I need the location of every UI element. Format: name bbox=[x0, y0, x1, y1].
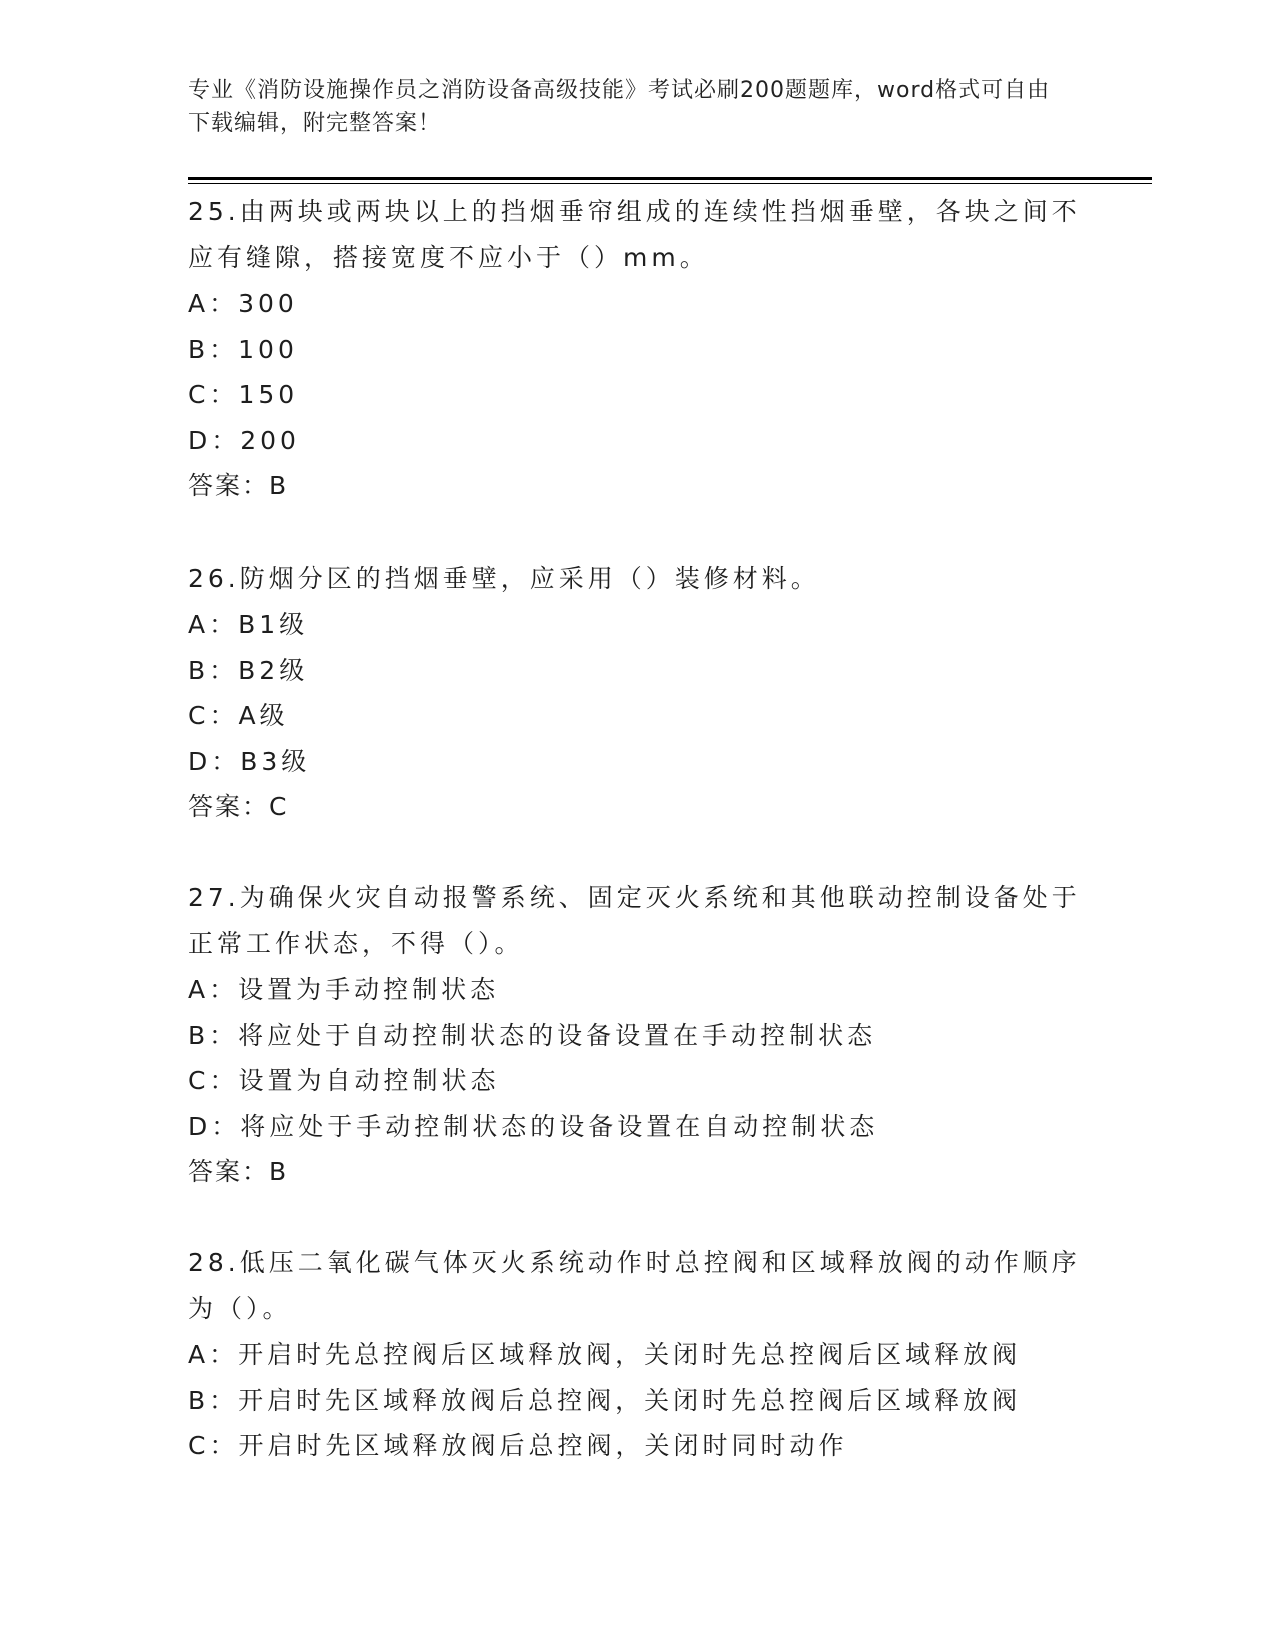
header-divider-thick bbox=[188, 177, 1152, 180]
option-b: B：100 bbox=[188, 334, 298, 364]
header-divider-thin bbox=[188, 183, 1152, 184]
option-d: D：B3级 bbox=[188, 746, 311, 776]
question-27 bbox=[188, 875, 1088, 1195]
option-a: A：设置为手动控制状态 bbox=[188, 975, 500, 1004]
option-b: B：将应处于自动控制状态的设备设置在手动控制状态 bbox=[188, 1020, 877, 1050]
option-c: C：开启时先区域释放阀后总控阀，关闭时同时动作 bbox=[188, 1431, 848, 1460]
question-28 bbox=[188, 1240, 1088, 1469]
header-text: 专业《消防设施操作员之消防设备高级技能》考试必刷200题题库，word格式可自由下载编辑，附完整答案！ bbox=[188, 78, 1051, 136]
answer-line: 答案：C bbox=[188, 792, 289, 821]
option-c: C：A级 bbox=[188, 701, 289, 730]
option-d: D：200 bbox=[188, 425, 300, 455]
question-stem: 25.由两块或两块以上的挡烟垂帘组成的连续性挡烟垂壁，各块之间不应有缝隙，搭接宽度不应小于（）mm。 bbox=[188, 197, 1081, 272]
answer-line: 答案：B bbox=[188, 471, 289, 500]
option-b: B：B2级 bbox=[188, 655, 309, 685]
question-stem: 26.防烟分区的挡烟垂壁，应采用（）装修材料。 bbox=[188, 564, 820, 593]
option-a: A：开启时先总控阀后区域释放阀，关闭时先总控阀后区域释放阀 bbox=[188, 1340, 1022, 1369]
document-header bbox=[188, 74, 1068, 140]
question-stem: 28.低压二氧化碳气体灭火系统动作时总控阀和区域释放阀的动作顺序为（）。 bbox=[188, 1248, 1081, 1323]
option-b: B：开启时先区域释放阀后总控阀，关闭时先总控阀后区域释放阀 bbox=[188, 1385, 1022, 1415]
option-a: A：B1级 bbox=[188, 610, 309, 639]
question-stem: 27.为确保火灾自动报警系统、固定灭火系统和其他联动控制设备处于正常工作状态，不得（）。 bbox=[188, 883, 1081, 958]
answer-line: 答案：B bbox=[188, 1157, 289, 1186]
question-25 bbox=[188, 189, 1088, 509]
option-c: C：150 bbox=[188, 380, 299, 409]
question-26 bbox=[188, 556, 1088, 830]
option-c: C：设置为自动控制状态 bbox=[188, 1066, 500, 1095]
option-a: A：300 bbox=[188, 289, 298, 318]
option-d: D：将应处于手动控制状态的设备设置在自动控制状态 bbox=[188, 1111, 879, 1141]
